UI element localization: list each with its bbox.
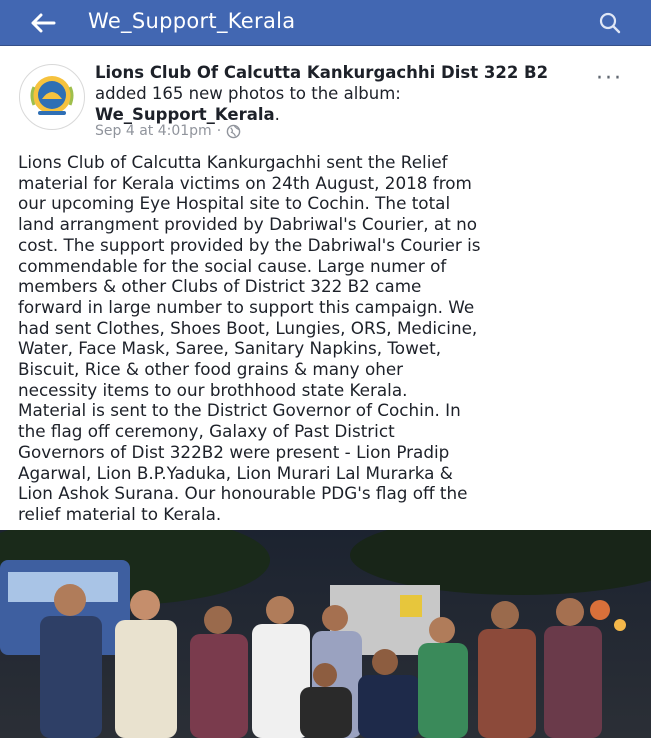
- post-header: [0, 46, 651, 148]
- post-body-text: Lions Club of Calcutta Kankurgachhi sent the Relief material for Kerala victims on 24th August, 2018 from our upcoming Eye Hospital site to Cochin. The total land arrangment provided by Dabriwal's Courier, at no cost. The support provided by the Dabriwal's Courier is commendable for the social cause. Large numer of members & other Clubs of District 322 B2 came forward in large number to support this campaign. We had sent Clothes, Shoes Boot, Lungies, ORS, Medicine, Water, Face Mask, Saree, Sanitary Napkins, Towet, Biscuit, Rice & other food grains & many oher necessity items to our brothhood state Kerala. Material is sent to the District Governor of Cochin. In the flag off ceremony, Galaxy of Past District Governors of Dist 322B2 were present - Lion Pradip Agarwal, Lion B.P.Yaduka, Lion Murari Lal Murarka & Lion Ashok Surana. Our honourable PDG's flag off the relief material to Kerala.: [18, 152, 481, 524]
- globe-icon: [226, 124, 241, 139]
- post-meta: [95, 123, 241, 139]
- post-action: added 165 new photos to the album:: [95, 84, 401, 103]
- author-name[interactable]: Lions Club Of Calcutta Kankurgachhi Dist 322 B2: [95, 63, 549, 82]
- avatar[interactable]: [19, 64, 85, 130]
- post-photo[interactable]: [0, 530, 651, 738]
- arrow-left-icon[interactable]: [30, 13, 56, 33]
- page-title: We_Support_Kerala: [88, 9, 296, 33]
- group-photo-image: [0, 530, 651, 738]
- meta-separator: ·: [216, 123, 222, 139]
- album-link[interactable]: We_Support_Kerala: [95, 105, 275, 124]
- top-app-bar: [0, 0, 651, 46]
- more-options-icon[interactable]: ···: [596, 66, 623, 91]
- lions-club-logo-icon: [20, 65, 84, 129]
- timestamp[interactable]: Sep 4 at 4:01pm: [95, 123, 212, 139]
- search-icon[interactable]: [598, 11, 622, 35]
- header-period: .: [274, 105, 280, 124]
- post-header-text: [95, 62, 585, 125]
